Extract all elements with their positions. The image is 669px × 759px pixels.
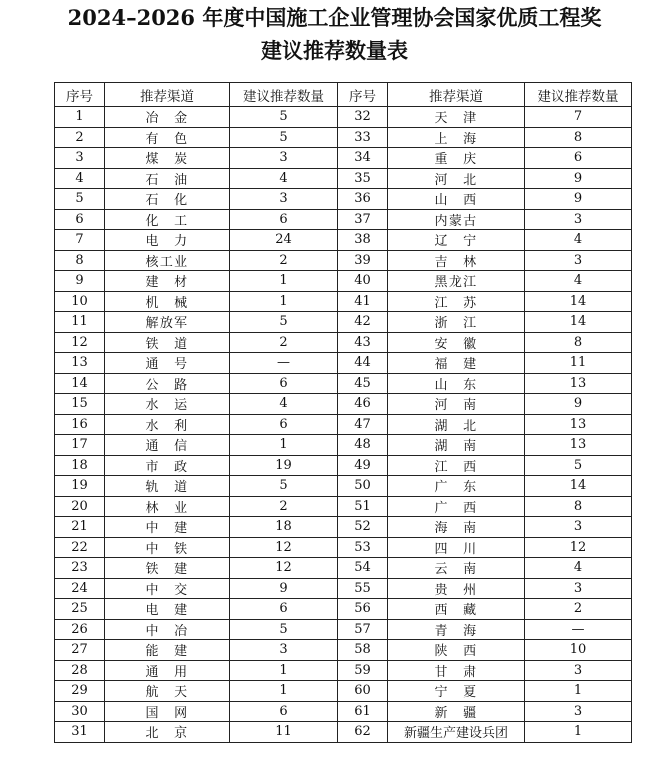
cell-count-left: 6 — [230, 599, 338, 620]
document-title-line2: 建议推荐数量表 — [261, 38, 408, 63]
table-row — [55, 619, 632, 640]
cell-seq-left: 14 — [55, 373, 105, 394]
cell-count-left: 5 — [230, 619, 338, 640]
cell-count-left: 6 — [230, 209, 338, 230]
cell-count-left: 5 — [230, 312, 338, 333]
cell-count-right: 3 — [525, 660, 632, 681]
cell-channel-right: 上 海 — [388, 127, 525, 148]
cell-seq-right: 60 — [338, 681, 388, 702]
cell-channel-right: 广 东 — [388, 476, 525, 497]
cell-channel-right: 江 西 — [388, 455, 525, 476]
cell-channel-right: 辽 宁 — [388, 230, 525, 251]
cell-seq-right: 33 — [338, 127, 388, 148]
header-count-left: 建议推荐数量 — [230, 83, 338, 107]
cell-channel-left: 中 冶 — [105, 619, 230, 640]
cell-count-right: 4 — [525, 271, 632, 292]
cell-channel-left: 北 京 — [105, 722, 230, 743]
table-row — [55, 250, 632, 271]
table-row — [55, 722, 632, 743]
header-channel-right: 推荐渠道 — [388, 83, 525, 107]
cell-count-left: 2 — [230, 250, 338, 271]
document-title-line1: 2024–2026 年度中国施工企业管理协会国家优质工程奖 — [67, 5, 602, 30]
cell-count-left: 1 — [230, 435, 338, 456]
cell-channel-left: 通 号 — [105, 353, 230, 374]
cell-channel-left: 石 油 — [105, 168, 230, 189]
cell-seq-right: 39 — [338, 250, 388, 271]
cell-seq-right: 35 — [338, 168, 388, 189]
cell-channel-right: 福 建 — [388, 353, 525, 374]
cell-channel-left: 能 建 — [105, 640, 230, 661]
recommendation-quota-table — [54, 82, 632, 743]
cell-count-right: 13 — [525, 373, 632, 394]
cell-count-right: 8 — [525, 127, 632, 148]
cell-channel-right: 河 北 — [388, 168, 525, 189]
table-row — [55, 373, 632, 394]
cell-count-left: 1 — [230, 681, 338, 702]
cell-seq-left: 22 — [55, 537, 105, 558]
cell-count-right: 2 — [525, 599, 632, 620]
table-row — [55, 168, 632, 189]
cell-count-right: 3 — [525, 578, 632, 599]
cell-seq-left: 31 — [55, 722, 105, 743]
table-row — [55, 209, 632, 230]
table-row — [55, 578, 632, 599]
cell-channel-left: 通 信 — [105, 435, 230, 456]
cell-seq-right: 51 — [338, 496, 388, 517]
cell-channel-left: 林 业 — [105, 496, 230, 517]
cell-seq-right: 55 — [338, 578, 388, 599]
cell-seq-left: 20 — [55, 496, 105, 517]
cell-seq-right: 38 — [338, 230, 388, 251]
cell-count-left: 1 — [230, 291, 338, 312]
cell-count-right: 4 — [525, 230, 632, 251]
cell-seq-right: 61 — [338, 701, 388, 722]
cell-channel-right: 安 徽 — [388, 332, 525, 353]
table-row — [55, 537, 632, 558]
cell-channel-left: 市 政 — [105, 455, 230, 476]
cell-count-left: 24 — [230, 230, 338, 251]
header-channel-left: 推荐渠道 — [105, 83, 230, 107]
cell-channel-right: 重 庆 — [388, 148, 525, 169]
table-row — [55, 332, 632, 353]
table-row — [55, 496, 632, 517]
cell-seq-left: 10 — [55, 291, 105, 312]
cell-count-left: 1 — [230, 660, 338, 681]
cell-count-right: 8 — [525, 496, 632, 517]
cell-channel-right: 浙 江 — [388, 312, 525, 333]
cell-count-right: 3 — [525, 701, 632, 722]
cell-seq-left: 15 — [55, 394, 105, 415]
cell-count-left: 12 — [230, 537, 338, 558]
cell-channel-left: 建 材 — [105, 271, 230, 292]
cell-channel-right: 河 南 — [388, 394, 525, 415]
cell-seq-right: 37 — [338, 209, 388, 230]
table-row — [55, 291, 632, 312]
cell-channel-left: 水 运 — [105, 394, 230, 415]
cell-count-left: 5 — [230, 476, 338, 497]
cell-seq-right: 44 — [338, 353, 388, 374]
table-row — [55, 353, 632, 374]
cell-count-left: 18 — [230, 517, 338, 538]
cell-count-right: 11 — [525, 353, 632, 374]
cell-channel-right: 西 藏 — [388, 599, 525, 620]
cell-seq-right: 47 — [338, 414, 388, 435]
cell-count-right: — — [525, 619, 632, 640]
cell-count-left: 5 — [230, 107, 338, 128]
cell-count-right: 4 — [525, 558, 632, 579]
cell-seq-right: 56 — [338, 599, 388, 620]
cell-channel-right: 新疆生产建设兵团 — [388, 722, 525, 743]
cell-count-right: 13 — [525, 435, 632, 456]
cell-seq-left: 21 — [55, 517, 105, 538]
cell-count-left: 3 — [230, 189, 338, 210]
cell-channel-right: 贵 州 — [388, 578, 525, 599]
cell-seq-left: 1 — [55, 107, 105, 128]
cell-count-right: 9 — [525, 168, 632, 189]
cell-seq-right: 40 — [338, 271, 388, 292]
cell-seq-left: 17 — [55, 435, 105, 456]
cell-seq-left: 30 — [55, 701, 105, 722]
cell-seq-right: 34 — [338, 148, 388, 169]
table-row — [55, 640, 632, 661]
cell-seq-right: 62 — [338, 722, 388, 743]
cell-channel-right: 江 苏 — [388, 291, 525, 312]
cell-count-right: 8 — [525, 332, 632, 353]
cell-seq-left: 26 — [55, 619, 105, 640]
cell-seq-left: 11 — [55, 312, 105, 333]
cell-seq-left: 27 — [55, 640, 105, 661]
cell-count-right: 1 — [525, 681, 632, 702]
cell-seq-left: 4 — [55, 168, 105, 189]
cell-channel-right: 青 海 — [388, 619, 525, 640]
cell-channel-left: 有 色 — [105, 127, 230, 148]
cell-channel-right: 湖 北 — [388, 414, 525, 435]
cell-channel-left: 铁 道 — [105, 332, 230, 353]
cell-count-right: 7 — [525, 107, 632, 128]
cell-channel-right: 新 疆 — [388, 701, 525, 722]
cell-seq-right: 59 — [338, 660, 388, 681]
cell-count-right: 10 — [525, 640, 632, 661]
header-seq-left: 序号 — [55, 83, 105, 107]
cell-channel-left: 机 械 — [105, 291, 230, 312]
cell-seq-left: 6 — [55, 209, 105, 230]
cell-channel-left: 石 化 — [105, 189, 230, 210]
cell-channel-right: 黑龙江 — [388, 271, 525, 292]
table-row — [55, 414, 632, 435]
cell-seq-right: 53 — [338, 537, 388, 558]
cell-channel-left: 煤 炭 — [105, 148, 230, 169]
cell-channel-right: 内蒙古 — [388, 209, 525, 230]
cell-seq-left: 25 — [55, 599, 105, 620]
cell-seq-left: 7 — [55, 230, 105, 251]
table-row — [55, 394, 632, 415]
table-row — [55, 271, 632, 292]
table-row — [55, 435, 632, 456]
cell-count-left: — — [230, 353, 338, 374]
cell-seq-right: 57 — [338, 619, 388, 640]
cell-channel-right: 陕 西 — [388, 640, 525, 661]
cell-channel-left: 水 利 — [105, 414, 230, 435]
cell-channel-right: 山 东 — [388, 373, 525, 394]
cell-count-right: 14 — [525, 476, 632, 497]
table-header-row — [55, 83, 632, 107]
cell-seq-right: 49 — [338, 455, 388, 476]
cell-seq-right: 36 — [338, 189, 388, 210]
cell-channel-right: 甘 肃 — [388, 660, 525, 681]
cell-count-right: 3 — [525, 517, 632, 538]
cell-count-left: 3 — [230, 148, 338, 169]
cell-seq-left: 2 — [55, 127, 105, 148]
cell-count-left: 4 — [230, 394, 338, 415]
cell-channel-right: 广 西 — [388, 496, 525, 517]
header-seq-right: 序号 — [338, 83, 388, 107]
header-count-right: 建议推荐数量 — [525, 83, 632, 107]
cell-count-right: 12 — [525, 537, 632, 558]
cell-channel-left: 航 天 — [105, 681, 230, 702]
cell-seq-right: 50 — [338, 476, 388, 497]
cell-channel-right: 云 南 — [388, 558, 525, 579]
cell-channel-right: 天 津 — [388, 107, 525, 128]
cell-count-left: 6 — [230, 414, 338, 435]
cell-count-left: 2 — [230, 496, 338, 517]
cell-seq-left: 12 — [55, 332, 105, 353]
table-row — [55, 189, 632, 210]
cell-seq-right: 42 — [338, 312, 388, 333]
cell-seq-right: 46 — [338, 394, 388, 415]
cell-seq-left: 23 — [55, 558, 105, 579]
cell-channel-left: 公 路 — [105, 373, 230, 394]
cell-channel-left: 化 工 — [105, 209, 230, 230]
cell-seq-left: 18 — [55, 455, 105, 476]
cell-count-right: 14 — [525, 291, 632, 312]
cell-channel-left: 轨 道 — [105, 476, 230, 497]
table-row — [55, 701, 632, 722]
cell-count-left: 19 — [230, 455, 338, 476]
cell-channel-right: 湖 南 — [388, 435, 525, 456]
table-row — [55, 599, 632, 620]
cell-count-right: 9 — [525, 394, 632, 415]
table-row — [55, 558, 632, 579]
cell-channel-right: 四 川 — [388, 537, 525, 558]
cell-channel-left: 电 力 — [105, 230, 230, 251]
cell-count-left: 3 — [230, 640, 338, 661]
table-row — [55, 660, 632, 681]
cell-seq-left: 29 — [55, 681, 105, 702]
table-row — [55, 127, 632, 148]
table-row — [55, 455, 632, 476]
cell-count-left: 5 — [230, 127, 338, 148]
cell-seq-right: 45 — [338, 373, 388, 394]
cell-channel-left: 核工业 — [105, 250, 230, 271]
cell-count-right: 13 — [525, 414, 632, 435]
cell-seq-right: 41 — [338, 291, 388, 312]
cell-seq-left: 28 — [55, 660, 105, 681]
cell-count-right: 14 — [525, 312, 632, 333]
table-body — [55, 107, 632, 743]
cell-seq-right: 52 — [338, 517, 388, 538]
cell-count-right: 3 — [525, 209, 632, 230]
cell-seq-left: 13 — [55, 353, 105, 374]
cell-count-left: 6 — [230, 373, 338, 394]
cell-seq-left: 24 — [55, 578, 105, 599]
cell-channel-right: 海 南 — [388, 517, 525, 538]
cell-seq-left: 3 — [55, 148, 105, 169]
cell-seq-left: 8 — [55, 250, 105, 271]
cell-count-left: 2 — [230, 332, 338, 353]
table-row — [55, 230, 632, 251]
table-row — [55, 681, 632, 702]
cell-channel-left: 中 建 — [105, 517, 230, 538]
cell-channel-right: 山 西 — [388, 189, 525, 210]
cell-channel-left: 中 交 — [105, 578, 230, 599]
cell-count-left: 4 — [230, 168, 338, 189]
cell-channel-right: 吉 林 — [388, 250, 525, 271]
cell-count-right: 5 — [525, 455, 632, 476]
table-row — [55, 148, 632, 169]
cell-channel-left: 中 铁 — [105, 537, 230, 558]
table-row — [55, 476, 632, 497]
cell-seq-right: 58 — [338, 640, 388, 661]
cell-count-left: 12 — [230, 558, 338, 579]
cell-channel-left: 铁 建 — [105, 558, 230, 579]
cell-count-left: 1 — [230, 271, 338, 292]
cell-count-right: 9 — [525, 189, 632, 210]
cell-count-left: 11 — [230, 722, 338, 743]
table-row — [55, 312, 632, 333]
cell-channel-left: 冶 金 — [105, 107, 230, 128]
cell-channel-left: 国 网 — [105, 701, 230, 722]
cell-seq-left: 9 — [55, 271, 105, 292]
cell-count-right: 3 — [525, 250, 632, 271]
cell-count-right: 6 — [525, 148, 632, 169]
cell-seq-right: 32 — [338, 107, 388, 128]
cell-channel-left: 通 用 — [105, 660, 230, 681]
table-row — [55, 517, 632, 538]
table-row — [55, 107, 632, 128]
cell-count-right: 1 — [525, 722, 632, 743]
cell-seq-left: 5 — [55, 189, 105, 210]
cell-channel-left: 解放军 — [105, 312, 230, 333]
cell-seq-right: 48 — [338, 435, 388, 456]
cell-seq-left: 19 — [55, 476, 105, 497]
cell-channel-left: 电 建 — [105, 599, 230, 620]
cell-channel-right: 宁 夏 — [388, 681, 525, 702]
cell-count-left: 9 — [230, 578, 338, 599]
cell-seq-right: 43 — [338, 332, 388, 353]
cell-count-left: 6 — [230, 701, 338, 722]
cell-seq-right: 54 — [338, 558, 388, 579]
cell-seq-left: 16 — [55, 414, 105, 435]
